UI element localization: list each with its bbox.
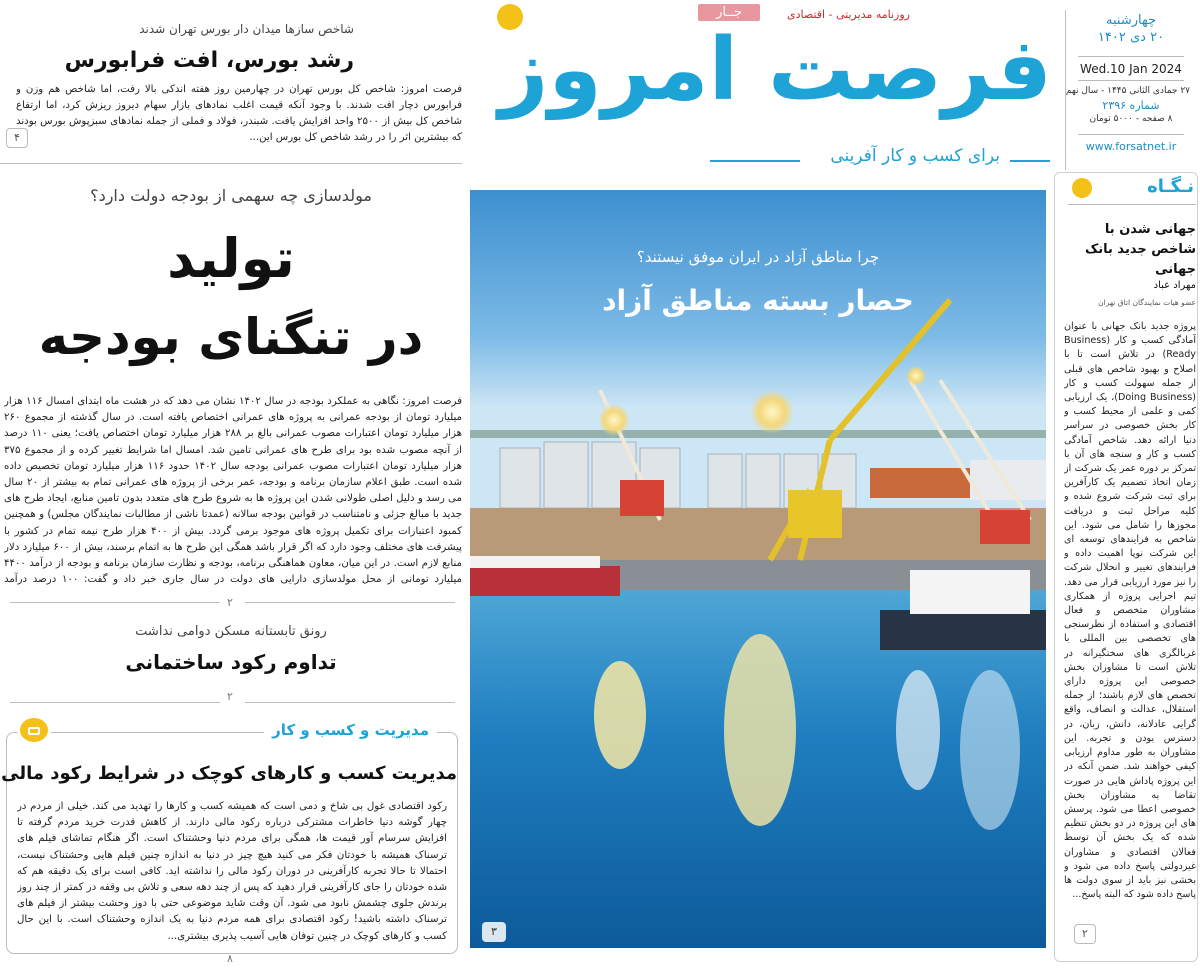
photo-page-number: ۳ bbox=[491, 925, 497, 938]
date-block bbox=[1065, 12, 1190, 155]
masthead-divider bbox=[1065, 10, 1066, 170]
opinion-author: مهراد عباد bbox=[1153, 280, 1196, 291]
business-section-label[interactable]: مدیریت و کسب و کار bbox=[264, 721, 437, 739]
paper-tagline: برای کسب و کار آفرینی bbox=[830, 146, 1000, 166]
top-left-headline[interactable]: رشد بورس، افت فرابورس bbox=[64, 48, 354, 73]
housing-kicker: رونق تابستانه مسکن دوامی نداشت bbox=[135, 624, 327, 639]
pages-price: ۸ صفحه - ۵۰۰۰ تومان bbox=[1089, 114, 1173, 124]
business-headline[interactable]: مدیریت کسب و کارهای کوچک در شرایط رکود مالی bbox=[1, 763, 457, 784]
photo-kicker: چرا مناطق آزاد در ایران موفق نیستند؟ bbox=[636, 248, 880, 266]
business-body: رکود اقتصادی غول بی شاخ و دمی است که همیشه کسب و کارها را تهدید می کند. خیلی از مردم در چهار گوشه دنیا خاطرات مشترکی درباره رکود مالی دارند. از کاهش قدرت خرید مردم گرفته تا افزایش سرسام آور قیمت ها، همگی برای مردم دنیا وحشتناک است. اگر هنگام تماشای فیلم های ترسناک همیشه با خودتان فکر می کنید هیچ چیز در دنیا به اندازه چنین فیلم هایی وحشتناک نیست، احتمالا تا حالا تجربه کارآفرینی در دوران رکود مالی را نداشته اید. کافی است برای یک دقیقه هم که شده خودتان را جای کارآفرینی قرار دهید که پس از چند دهه سعی و تلاش بی وقفه در کمتر از چند روز برندش جلوی چشمش نابود می شود. آن وقت شاید موضوعی حتی با دوز وحشت بیشتر از فیلم های ترسناک داشته باشید! رکود اقتصادی برای همه مردم دنیا به یک اندازه وحشتناک است. با این حال کسب و کارهای کوچک در چنین توفان هایی آسیب پذیری بیشتری... bbox=[17, 801, 447, 942]
issue-date-fa: ۲۰ دی ۱۴۰۲ bbox=[1097, 30, 1165, 45]
main-kicker: مولدسازی چه سهمی از بودجه دولت دارد؟ bbox=[90, 186, 372, 205]
masthead bbox=[470, 0, 1200, 178]
main-headline-line2[interactable]: در تنگنای بودجه bbox=[38, 308, 424, 366]
issue-date-hijri: ۲۷ جمادی الثانی ۱۴۴۵ - سال نهم bbox=[1065, 86, 1190, 96]
opinion-author-title: عضو هیات نمایندگان اتاق تهران bbox=[1098, 298, 1196, 307]
housing-headline[interactable]: تداوم رکود ساختمانی bbox=[125, 650, 337, 674]
opinion-body: پروژه جدید بانک جهانی با عنوان آمادگی کسب و کار (Business Ready) در تلاش است تا با اصلاح و بهبود شاخص های قبلی از جمله سهولت کسب و کار (Doing Business)، یک ارزیابی کمی و علمی از محیط کسب و کار بخش خصوصی در سراسر دنیا ارائه دهد. شاخص آمادگی کسب و کار و سنجه های آن با تمرکز بر دوره عمر یک شرکت از زمان اتخاذ تصمیم یک کارآفرین برای ثبت شرکت شروع شده و کلیه مراحل ثبت و دریافت مجوزها را شامل می شود. این شاخص به فرایندهای توسعه ای این شرکت نوپا اهمیت داده و فرایندهای تغییر و انحلال شرکت را نیز مورد ارزیابی قرار می دهد. تیم اجرایی پروژه از همکاری مشاوران متخصص و فعال اقتصادی و استفاده از نظرسنجی های تخصصی بین المللی با غربالگری های سختگیرانه در تلاش است تا مشاوران بخش خصوصی این پروژه دارای تخصص های لازم باشند؛ از جمله استقلال، عدالت و انصاف، واقع گرایی عادلانه، دانش، زبان، در دسترس بودن و تجربه. این مشاوران به طور مداوم ارزیابی کیفی خواهند شد. ضمن آنکه در این پروژه پاداش هایی در صورت تقاضا به مشاوران بخش خصوصی اعطا می شود. پرسش های این پروژه در دو بخش تنظیم شده که یک بخش آن توسط فعالان اقتصادی و مشاوران غیردولتی پاسخ داده می شود و بخشی نیز باید از سوی دولت ها پاسخ داده شود که البته پاسخ... bbox=[1064, 321, 1196, 901]
top-left-kicker: شاخص سازها میدان دار بورس تهران شدند bbox=[139, 22, 354, 36]
main-body: فرصت امروز: نگاهی به عملکرد بودجه در سال ۱۴۰۲ نشان می دهد که در هشت ماه ابتدای امسال ۱۱۶ هزار میلیارد تومان از بودجه عمرانی به پروژه های عمرانی اختصاص یافته است. در سال گذشته از مجموع ۲۶۰ هزار میلیارد تومان اعتبارات مصوب عمرانی بالغ بر ۲۸۸ هزار میلیارد تومان اختصاص یافت؛ یعنی ۱۱۰ درصد از آنچه مصوب شده بود برای طرح های عمرانی تامین شد. امسال اما شرایط تغییر کرده و از مجموع ۳۷۵ هزار میلیارد تومان اعتبارات مصوب عمرانی بودجه سال ۱۴۰۲ حدود ۱۱۶ هزار میلیارد تومان تخصیص داده شده است. طبق اعلام سازمان برنامه و بودجه، عمر برخی از پروژه های عمرانی تمام به بیشتر از ۲۰ سال می رسد و دلیل اصلی طولانی شدن این پروژه ها به شروع طرح های متعدد بدون تامین منابع، ایجاد طرح های جدید با مبالغ جزئی و نامتناسب در قوانین بودجه سالانه (عمدتا ناشی از مطالبات نمایندگان مجلس) و همچنین کمبود اعتبارات برای تکمیل پروژه های موجود برمی گردد. بیش از ۴۰۰ هزار طرح نیمه تمام در کشور با پیشرفت های مختلف وجود دارد که اگر قرار باشد همگی این طرح ها به اتمام برسند، بیش از ۶۰۰ میلیارد دلار منابع لازم است. در این میان، معاون هماهنگی برنامه، بودجه و نظارت سازمان برنامه و بودجه از درآمد ۴۴۰۰ میلیارد تومانی از محل مولدسازی دارایی های دولت در سال جاری خبر داد و گفت: ۱۰۰ درصد درآمد bbox=[4, 396, 462, 586]
photo-page-badge bbox=[482, 922, 506, 942]
stamp-text: جــار bbox=[716, 5, 742, 20]
business-page-number: ۸ bbox=[227, 952, 233, 965]
paper-logo: فرصت امروز bbox=[498, 20, 1052, 120]
opinion-page-number: ۲ bbox=[1082, 927, 1088, 940]
issue-number: شماره ۲۳۹۶ bbox=[1102, 99, 1160, 112]
business-box bbox=[1, 721, 458, 954]
main-story bbox=[0, 172, 462, 612]
top-left-page-number: ۴ bbox=[14, 131, 20, 144]
housing-story bbox=[0, 612, 462, 712]
opinion-headline[interactable]: جهانی شدن با شاخص جدید بانک جهانی bbox=[1084, 222, 1196, 277]
top-left-page-badge bbox=[6, 128, 28, 148]
opinion-section-label[interactable]: نـگـاه bbox=[1147, 176, 1194, 197]
issue-date-en: Wed.10 Jan 2024 bbox=[1080, 62, 1182, 76]
housing-page-number: ۲ bbox=[227, 690, 233, 703]
main-headline-line1[interactable]: تولید bbox=[167, 227, 295, 290]
briefcase-icon bbox=[17, 715, 51, 745]
top-left-body: فرصت امروز: شاخص کل بورس تهران در چهارمین روز هفته اندکی بالا رفت، اما شاخص هم وزن و فرابورس دچار افت شدند. با وجود آنکه قیمت اغلب نمادهای بازار سهام دیروز ریزش کرد، اما ارتفاع شاخص کل بیش از ۲۵۰۰ واحد افزایش یافت. شبندر، فولاد و فملی از جمله نمادهای سبزپوش بورس بودند که بیشترین اثر را در رشد شاخص کل بورس این... bbox=[16, 84, 462, 143]
photo-headline[interactable]: حصار بسته مناطق آزاد bbox=[602, 284, 914, 317]
port-photo[interactable] bbox=[470, 190, 1046, 948]
top-left-story bbox=[0, 0, 462, 162]
paper-subtitle: روزنامه مدیریتی - اقتصادی bbox=[787, 8, 910, 21]
website[interactable]: www.forsatnet.ir bbox=[1085, 140, 1177, 153]
issue-day: چهارشنبه bbox=[1106, 13, 1156, 28]
main-page-number: ۲ bbox=[227, 596, 233, 609]
